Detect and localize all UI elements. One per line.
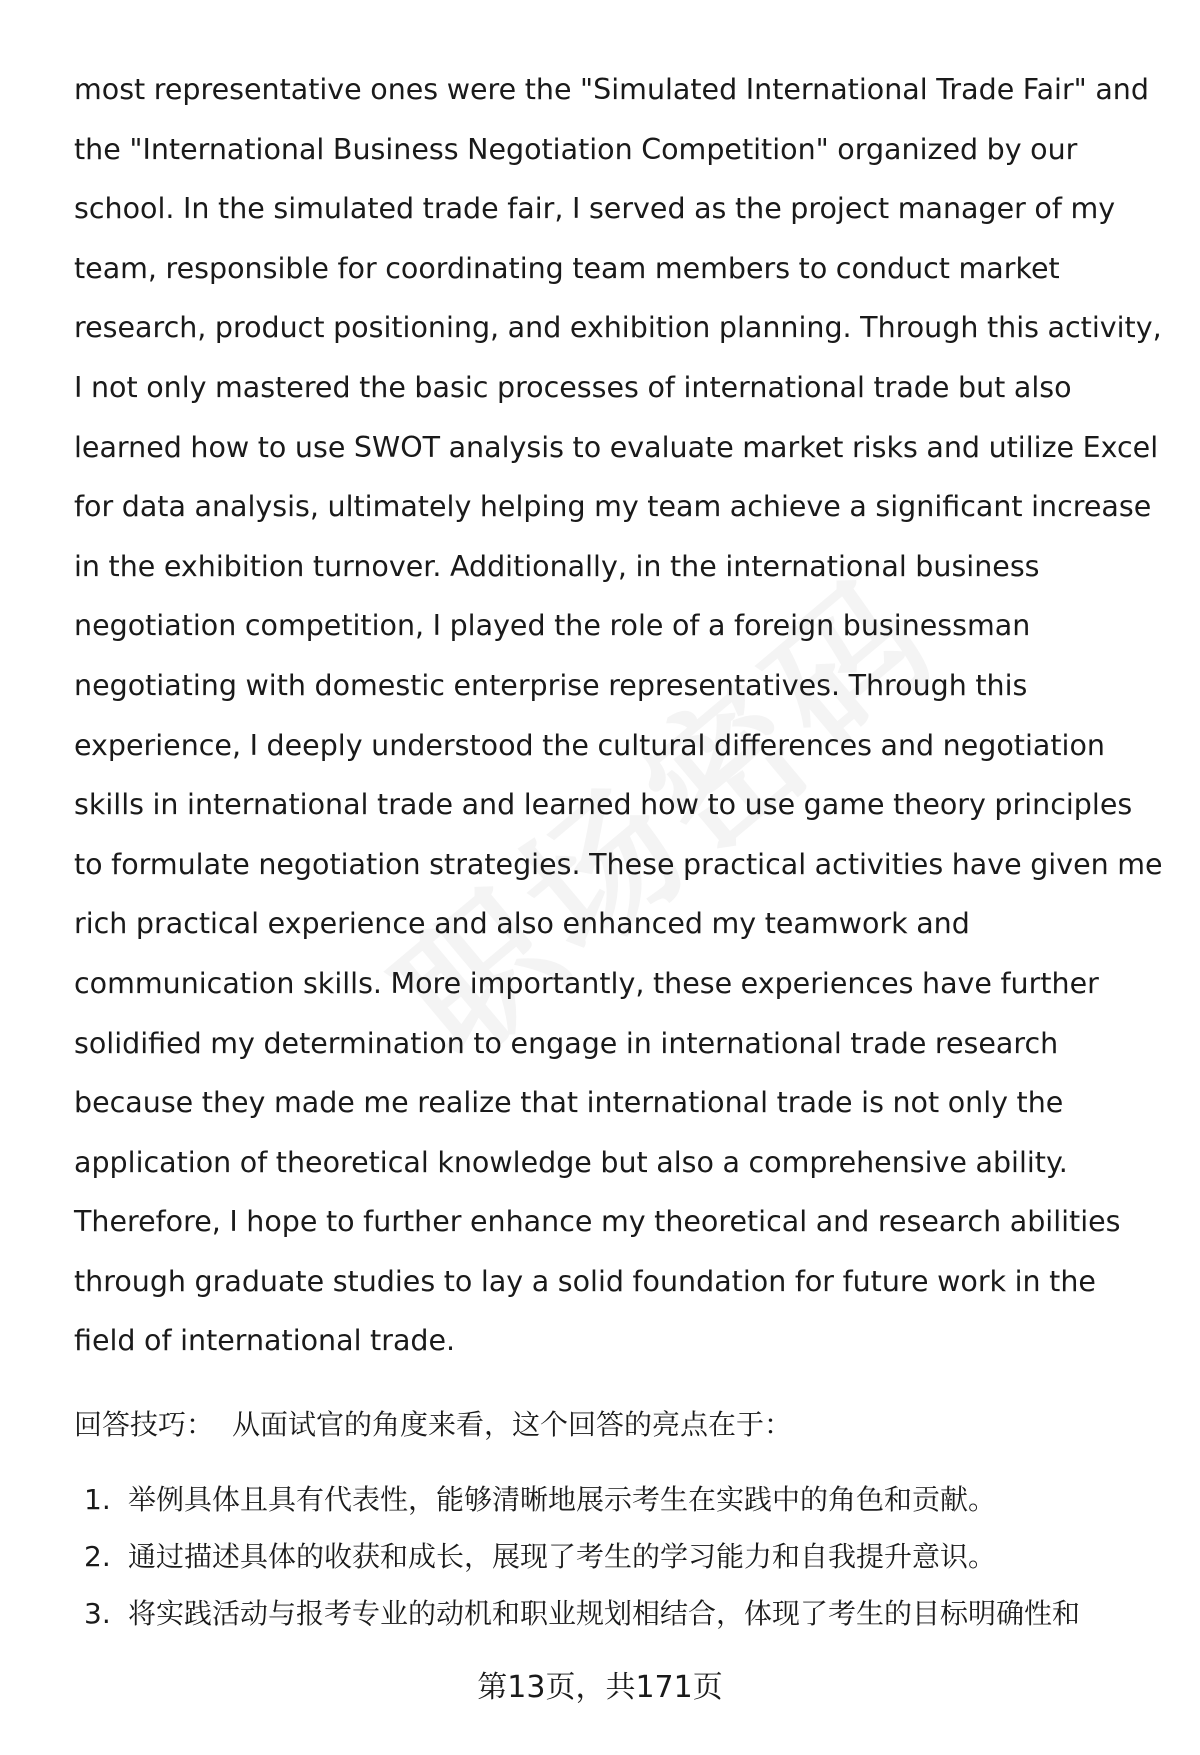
list-number: 3. xyxy=(84,1597,111,1631)
list-number: 1. xyxy=(84,1483,111,1517)
tips-label: 回答技巧： xyxy=(74,1408,215,1442)
list-text: 举例具体且具有代表性，能够清晰地展示考生在实践中的角色和贡献。 xyxy=(128,1483,997,1517)
tips-text: 从面试官的角度来看，这个回答的亮点在于： xyxy=(232,1408,793,1442)
page-number-footer: 第13页，共171页 xyxy=(477,1670,723,1705)
list-number: 2. xyxy=(84,1540,111,1574)
list-item xyxy=(74,1471,1164,1528)
answer-tips-heading xyxy=(74,1397,1164,1453)
body-paragraph: most representative ones were the "Simulated International Trade Fair" and the "International Business Negotiation Competition" organized by our school. In the simulated trade fair, I served as the project manager of my team, responsible for coordinating team members to conduct market research, product positioning, and exhibition planning. Through this activity, I not only mastered the basic processes of international trade but also learned how to use SWOT analysis to evaluate market risks and utilize Excel for data analysis, ultimately helping my team achieve a significant increase in the exhibition turnover. Additionally, in the international business negotiation competition, I played the role of a foreign businessman negotiating with domestic enterprise representatives. Through this experience, I deeply understood the cultural differences and negotiation skills in international trade and learned how to use game theory principles to formulate negotiation strategies. These practical activities have given me rich practical experience and also enhanced my teamwork and communication skills. More importantly, these experiences have further solidified my determination to engage in international trade research because they made me realize that international trade is not only the application of theoretical knowledge but also a comprehensive ability. Therefore, I hope to further enhance my theoretical and research abilities through graduate studies to lay a solid foundation for future work in the field of international trade. xyxy=(74,73,1163,1358)
list-item xyxy=(74,1528,1164,1585)
document-page xyxy=(74,60,1164,1642)
list-item xyxy=(74,1585,1164,1642)
tips-list xyxy=(74,1471,1164,1642)
list-text: 通过描述具体的收获和成长，展现了考生的学习能力和自我提升意识。 xyxy=(128,1540,997,1574)
list-text: 将实践活动与报考专业的动机和职业规划相结合，体现了考生的目标明确性和 xyxy=(128,1597,1081,1631)
